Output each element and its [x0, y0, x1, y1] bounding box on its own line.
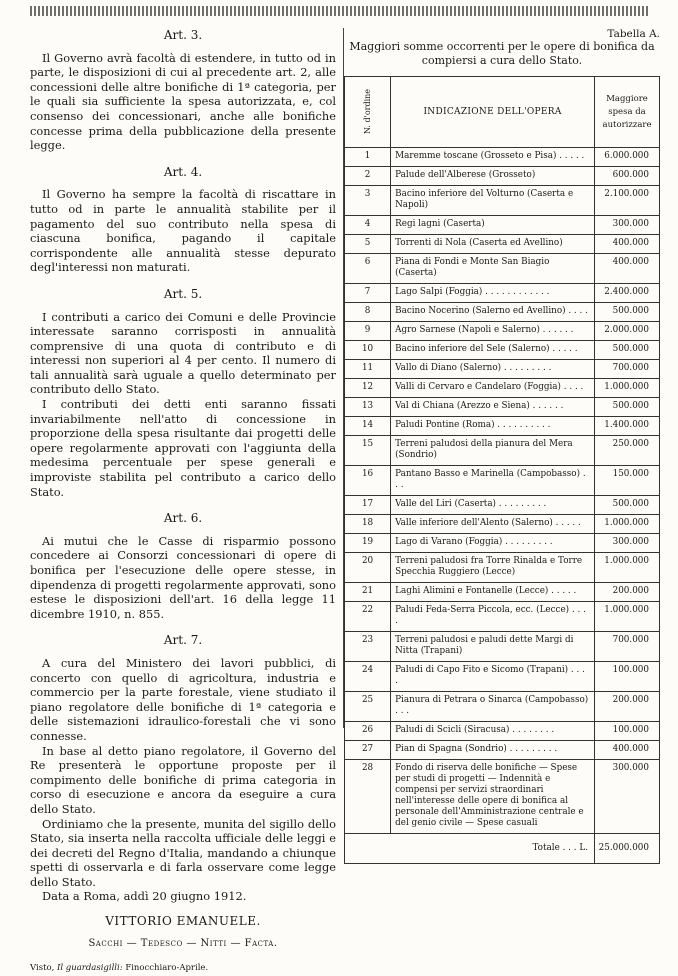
row-amount: 150.000 — [595, 466, 660, 496]
row-number: 18 — [345, 515, 391, 534]
row-description: Palude dell'Alberese (Grosseto) — [391, 167, 595, 186]
row-number: 28 — [345, 760, 391, 834]
row-amount: 100.000 — [595, 662, 660, 692]
row-number: 24 — [345, 662, 391, 692]
table-row — [345, 379, 660, 398]
article-5-text-1: I contributi a carico dei Comuni e delle Provincie interessate saranno corrisposti in annualità comprensive di una quota di contributo e di interessi non superiori al 4 per cento. Il numero di tali annualità sarà uguale a quello determinato per contributo dello Stato. — [30, 309, 336, 397]
table-row — [345, 186, 660, 216]
table-row — [345, 662, 660, 692]
row-number: 21 — [345, 583, 391, 602]
total-label: Totale . . . L. — [391, 834, 595, 864]
row-number: 14 — [345, 417, 391, 436]
row-description: Piana di Fondi e Monte San Biagio (Caserta) — [391, 254, 595, 284]
row-description: Pantano Basso e Marinella (Campobasso) . . . — [391, 466, 595, 496]
table-row — [345, 741, 660, 760]
row-description: Pianura di Petrara o Sinarca (Campobasso) . . . — [391, 692, 595, 722]
row-description: Agro Sarnese (Napoli e Salerno) . . . . . . — [391, 322, 595, 341]
row-description: Lago Salpi (Foggia) . . . . . . . . . . . . — [391, 284, 595, 303]
column-header-number: N. d'ordine — [345, 77, 391, 148]
article-6-heading: Art. 6. — [163, 511, 203, 526]
row-amount: 700.000 — [595, 360, 660, 379]
article-5-heading: Art. 5. — [163, 286, 203, 301]
row-description: Terreni paludosi della pianura del Mera (Sondrio) — [391, 436, 595, 466]
row-description: Regi lagni (Caserta) — [391, 216, 595, 235]
row-amount: 1.400.000 — [595, 417, 660, 436]
article-7-heading: Art. 7. — [163, 633, 203, 648]
row-description: Val di Chiana (Arezzo e Siena) . . . . . . — [391, 398, 595, 417]
row-description: Paludi di Scicli (Siracusa) . . . . . . . . — [391, 722, 595, 741]
row-amount: 500.000 — [595, 496, 660, 515]
row-description: Bacino Nocerino (Salerno ed Avellino) . . . . — [391, 303, 595, 322]
table-row — [345, 692, 660, 722]
row-number: 5 — [345, 235, 391, 254]
table-row — [345, 341, 660, 360]
king-signature: VITTORIO EMANUELE. — [105, 914, 261, 929]
table-row — [345, 632, 660, 662]
table-row — [345, 583, 660, 602]
row-description: Fondo di riserva delle bonifiche — Spese per studi di progetti — Indennità e compensi per servizi straordinari nell'interesse delle opere di bonifica al personale dell'Amministrazione centrale e del genio civile — Spese casuali — [391, 760, 595, 834]
table-header-row — [345, 77, 660, 148]
table-row — [345, 254, 660, 284]
table-row — [345, 760, 660, 834]
table-row — [345, 167, 660, 186]
row-amount: 1.000.000 — [595, 515, 660, 534]
row-number: 12 — [345, 379, 391, 398]
row-number: 13 — [345, 398, 391, 417]
table-label: Tabella A. — [607, 28, 660, 40]
enactment-formula: Ordiniamo che la presente, munita del sigillo dello Stato, sia inserta nella raccolta ufficiale delle leggi e dei decreti del Regno d'Italia, mandando a chiunque spetti di osservarla e di farla osservare come legge dello Stato. — [30, 816, 336, 889]
table-row — [345, 553, 660, 583]
total-value: 25.000.000 — [595, 834, 660, 864]
row-description: Pian di Spagna (Sondrio) . . . . . . . . . — [391, 741, 595, 760]
row-description: Bacino inferiore del Sele (Salerno) . . . . . — [391, 341, 595, 360]
row-description: Terreni paludosi fra Torre Rinalda e Torre Specchia Ruggiero (Lecce) — [391, 553, 595, 583]
row-amount: 200.000 — [595, 692, 660, 722]
table-row — [345, 417, 660, 436]
row-description: Torrenti di Nola (Caserta ed Avellino) — [391, 235, 595, 254]
row-number: 1 — [345, 148, 391, 167]
row-amount: 600.000 — [595, 167, 660, 186]
row-amount: 1.000.000 — [595, 379, 660, 398]
row-amount: 300.000 — [595, 760, 660, 834]
date-line: Data a Roma, addì 20 giugno 1912. — [42, 889, 247, 904]
row-description: Valle del Liri (Caserta) . . . . . . . . . — [391, 496, 595, 515]
ministers-signatures: Sacchi — Tedesco — Nitti — Facta. — [88, 937, 278, 949]
visto-name: Finocchiaro-Aprile. — [125, 963, 209, 974]
row-number: 7 — [345, 284, 391, 303]
table-row — [345, 722, 660, 741]
table-row — [345, 515, 660, 534]
row-number: 15 — [345, 436, 391, 466]
works-table — [344, 76, 660, 864]
row-description: Laghi Alimini e Fontanelle (Lecce) . . . . . — [391, 583, 595, 602]
row-amount: 400.000 — [595, 254, 660, 284]
row-number: 10 — [345, 341, 391, 360]
row-number: 20 — [345, 553, 391, 583]
row-amount: 300.000 — [595, 534, 660, 553]
table-title: Maggiori somme occorrenti per le opere di bonifica da compiersi a cura dello Stato. — [349, 40, 655, 67]
row-number: 4 — [345, 216, 391, 235]
row-amount: 200.000 — [595, 583, 660, 602]
article-6-text: Ai mutui che le Casse di risparmio possono concedere ai Consorzi concessionari di opere di bonifica per l'esecuzione delle opere stesse, in dipendenza di progetti regolarmente approvati, sono estese le disposizioni dell'art. 16 della legge 11 dicembre 1910, n. 855. — [30, 533, 336, 621]
row-amount: 700.000 — [595, 632, 660, 662]
table-row — [345, 322, 660, 341]
law-text-column — [30, 28, 336, 976]
row-amount: 300.000 — [595, 216, 660, 235]
row-amount: 6.000.000 — [595, 148, 660, 167]
table-row — [345, 360, 660, 379]
visto-label: Visto, — [30, 963, 55, 974]
row-amount: 400.000 — [595, 235, 660, 254]
row-description: Lago di Varano (Foggia) . . . . . . . . . — [391, 534, 595, 553]
row-number: 19 — [345, 534, 391, 553]
table-row — [345, 496, 660, 515]
row-amount: 500.000 — [595, 398, 660, 417]
row-number: 23 — [345, 632, 391, 662]
row-description: Maremme toscane (Grosseto e Pisa) . . . . . — [391, 148, 595, 167]
table-row — [345, 284, 660, 303]
row-number: 17 — [345, 496, 391, 515]
row-amount: 1.000.000 — [595, 602, 660, 632]
row-number: 3 — [345, 186, 391, 216]
article-3-text: Il Governo avrà facoltà di estendere, in tutto od in parte, le disposizioni di cui al precedente art. 2, alle concessioni delle altre bonifiche di 1ª categoria, per le quali sia sufficiente la spesa autorizzata, e, col consenso dei concessionari, anche alle bonifiche concesse prima della pubblicazione della presente legge. — [30, 50, 336, 153]
table-column — [344, 28, 660, 864]
row-description: Paludi Feda-Serra Piccola, ecc. (Lecce) . . . . — [391, 602, 595, 632]
table-row — [345, 148, 660, 167]
row-description: Vallo di Diano (Salerno) . . . . . . . . . — [391, 360, 595, 379]
row-description: Valle inferiore dell'Alento (Salerno) . . . . . — [391, 515, 595, 534]
row-amount: 250.000 — [595, 436, 660, 466]
row-number: 11 — [345, 360, 391, 379]
column-header-amount: Maggiore spesa da autorizzare — [595, 77, 660, 148]
total-row — [345, 834, 660, 864]
visto-line — [30, 961, 336, 976]
article-3-heading: Art. 3. — [163, 28, 203, 42]
row-description: Bacino inferiore del Volturno (Caserta e Napoli) — [391, 186, 595, 216]
row-amount: 2.100.000 — [595, 186, 660, 216]
row-amount: 500.000 — [595, 341, 660, 360]
table-row — [345, 398, 660, 417]
table-row — [345, 303, 660, 322]
row-amount: 400.000 — [595, 741, 660, 760]
row-description: Valli di Cervaro e Candelaro (Foggia) . . . . — [391, 379, 595, 398]
row-description: Terreni paludosi e paludi dette Margi di Nitta (Trapani) — [391, 632, 595, 662]
row-number: 6 — [345, 254, 391, 284]
row-amount: 100.000 — [595, 722, 660, 741]
article-4-text: Il Governo ha sempre la facoltà di riscattare in tutto od in parte le annualità stabilite per il pagamento del suo contributo nella spesa di ciascuna bonifica, pagando il capitale corrispondente alle annualità stesse depurato degl'interessi non maturati. — [30, 187, 336, 275]
column-header-description: INDICAZIONE DELL'OPERA — [391, 77, 595, 148]
row-amount: 2.400.000 — [595, 284, 660, 303]
masthead-rule — [30, 6, 650, 16]
row-number: 9 — [345, 322, 391, 341]
article-5-text-2: I contributi dei detti enti saranno fissati invariabilmente nell'atto di concessione in proporzione della spesa risultante dai progetti delle opere regolarmente approvati con l'aggiunta della medesima percentuale per spese generali e improviste stabilita pel contributo a carico dello Stato. — [30, 397, 336, 499]
row-number: 25 — [345, 692, 391, 722]
article-7-text-2: In base al detto piano regolatore, il Governo del Re presenterà le opportune proposte per il compimento delle bonifiche di prima categoria in corso di esecuzione e ancora da eseguire a cura dello Stato. — [30, 743, 336, 816]
table-row — [345, 534, 660, 553]
article-7-text-1: A cura del Ministero dei lavori pubblici, di concerto con quello di agricoltura, industria e commercio per la parte forestale, viene studiato il piano regolatore delle bonifiche di 1ª categoria e delle sistemazioni idraulico-forestali che vi sono connesse. — [30, 655, 336, 743]
row-number: 16 — [345, 466, 391, 496]
row-amount: 1.000.000 — [595, 553, 660, 583]
table-row — [345, 602, 660, 632]
table-row — [345, 235, 660, 254]
row-number: 2 — [345, 167, 391, 186]
row-description: Paludi di Capo Fito e Sicomo (Trapani) . . . . — [391, 662, 595, 692]
row-number: 8 — [345, 303, 391, 322]
article-4-heading: Art. 4. — [163, 164, 203, 179]
row-number: 26 — [345, 722, 391, 741]
row-number: 27 — [345, 741, 391, 760]
row-amount: 2.000.000 — [595, 322, 660, 341]
row-description: Paludi Pontine (Roma) . . . . . . . . . . — [391, 417, 595, 436]
table-row — [345, 436, 660, 466]
row-amount: 500.000 — [595, 303, 660, 322]
table-row — [345, 466, 660, 496]
visto-role: Il guardasigilli: — [57, 963, 123, 974]
row-number: 22 — [345, 602, 391, 632]
table-row — [345, 216, 660, 235]
